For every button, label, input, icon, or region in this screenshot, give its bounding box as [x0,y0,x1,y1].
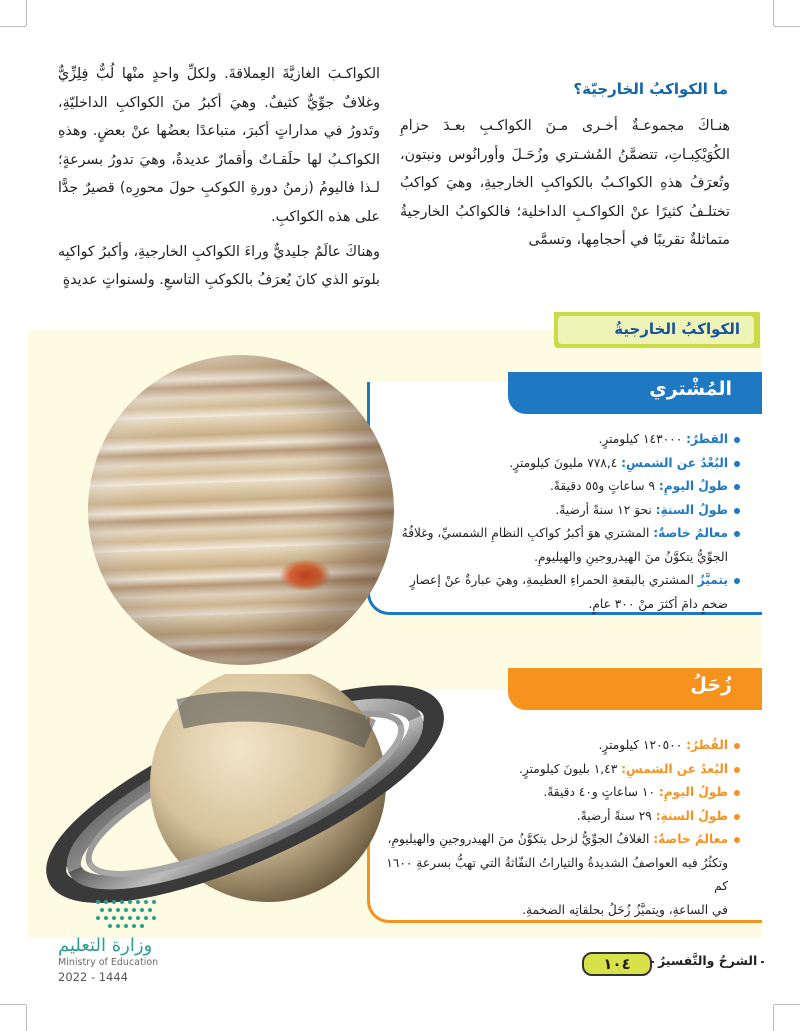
fact-key: يتميَّزُ [697,573,728,587]
fact-value: المشتري هوَ أكبرُ كواكبِ النظامِ الشمسيِّ، وغلافُهُ [401,526,654,540]
fact-key: طولُ السنةِ: [655,808,728,823]
fact-continuation: الجوِّيُّ يتكوَّنُ منَ الهيدروجينِ والهيليومِ. [534,549,728,564]
fact-item [382,499,742,523]
fact-key: القُطرُ: [686,738,728,752]
jupiter-title: المُشْتري [649,378,732,400]
section-heading: ما الكواكبُ الخارجيّة؟ [573,80,728,98]
fact-value: نحوَ ١٢ سنةً أرضيةً. [555,502,656,517]
fact-item [382,475,742,499]
feature-tab-inner [558,316,754,344]
crop-mark [774,1004,800,1005]
crop-mark [26,1005,27,1031]
left-text-column [58,60,380,295]
saturn-image [30,674,450,910]
fact-value: المشتري بالبقعةِ الحمراءِ العظيمةِ، وهيَ عبارةٌ عنْ إعصارٍ [409,573,698,587]
saturn-card-header [508,668,762,710]
fact-item [382,522,742,569]
fact-key: طولُ اليومِ: [658,785,728,799]
fact-value: ٧٧٨,٤ مليونَ كيلومترٍ. [509,455,622,470]
ministry-name-english: Ministry of Education [58,957,159,968]
saturn-title: زُحَلُ [690,674,732,696]
crop-mark [0,26,26,27]
fact-item [382,452,742,476]
ministry-logo-icon [92,896,162,930]
paragraph: الكواكـبَ الغازيَّةَ العِملاقةَ. ولكلِّ واحدٍ منْها لُبٌّ فِلِزِّيٌّ وغلافٌ جوِّيٌّ كثيفٌ. وهيَ أكبرُ منَ الكواكبِ الداخليّةِ، وتَدورُ في مداراتٍ أكبرَ، متباعدًا بعضُها عنْ بعضٍ. وهذهِ الكواكـبُ لها حلَقـاتٌ وأقمارٌ عديدةٌ، وهيَ تدورُ بسرعةٍ؛ لـذا فاليومُ (زمنُ دورةِ الكوكبِ حولَ محورِه) قصيرٌ جدًّا على هذه الكواكبِ. [58,66,380,225]
fact-value: ٢٩ سنةً أرضيةً. [576,808,656,823]
fact-value: ١,٤٣ بليونَ كيلومترٍ. [519,761,622,776]
crop-mark [774,26,800,27]
fact-key: معالمُ خاصةٌ: [653,526,728,540]
fact-key: طولُ اليومِ: [658,479,728,493]
right-text-column [400,112,730,255]
feature-title: الكواكبُ الخارجيةُ [614,320,740,338]
crop-mark [773,0,774,26]
fact-key: البُعدُ عن الشمسِ: [621,761,728,776]
page-number: ١٠٤ [582,952,652,976]
fact-key: البُعْدُ عن الشمسِ: [621,455,728,470]
fact-value: ١٢٠٥٠٠ كيلومترٍ. [598,738,687,752]
crop-mark [0,1004,26,1005]
crop-mark [26,0,27,26]
fact-continuation: ضخمٍ دامَ أكثرَ منْ ٣٠٠ عامٍ. [588,596,728,611]
saturn-illustration [30,674,450,910]
jupiter-facts [382,428,742,616]
paragraph: هنـاكَ مجموعـةٌ أخـرى مـنَ الكواكـبِ بعـدَ حزامِ الكُوَيْكِبـاتِ، تتضمَّنُ المُشـتري وزُحَـلَ وأورانُوس ونبتون، وتُعرَفُ هذهِ الكواكـبُ بالكواكبِ الخارجيةِ، وهيَ كواكبُ تختلـفُ كثيرًا عنْ الكواكـبِ الداخلية؛ فالكواكبُ الخارجيةُ متماثلةٌ تقريبًا في أحجامِها، وتسمَّى [400,118,730,249]
fact-value: الغلافُ الجوِّيُّ لزحل يتكوَّنُ منَ الهيدروجينِ والهيليومِ، [387,832,654,846]
fact-value: ١٤٣٠٠٠ كيلومترٍ. [598,432,687,446]
ministry-name-arabic: وزارة التعليم [58,935,153,956]
edition-year: 2022 - 1444 [58,970,128,984]
fact-key: القطرُ: [686,432,728,446]
fact-key: معالمُ خاصةٌ: [653,832,728,846]
jupiter-card-header [508,372,762,414]
fact-item [382,428,742,452]
crop-mark [773,1005,774,1031]
fact-value: ١٠ ساعاتٍ و٤٠ دقيقةً. [543,785,659,799]
paragraph: وهناكَ عالَمٌ جليديٌّ وراءَ الكواكبِ الخارجيةِ، وأكبرُ كواكبِه بلوتو الذي كانَ يُعرَفُ بالكوكبِ التاسعِ. ولسنواتٍ عديدةٍ [58,243,380,289]
jupiter-image [88,355,394,665]
fact-key: طولُ السنةِ: [655,502,728,517]
fact-continuation: في الساعةِ، ويتميَّزُ زُحَلُ بحلقاتِه الضخمةِ. [522,902,728,917]
feature-tab [554,312,760,348]
fact-continuation: وتكثُرُ فيه العواصفُ الشديدةُ والتياراتُ النفّاثةُ التي تهبُّ بسرعةِ ١٦٠٠ كم [386,855,728,893]
fact-item [382,569,742,616]
fact-value: ٩ ساعاتٍ و٥٥ دقيقةً. [549,479,659,493]
footer-section-label: الشرحُ والتَّفسيرُ [654,953,761,968]
